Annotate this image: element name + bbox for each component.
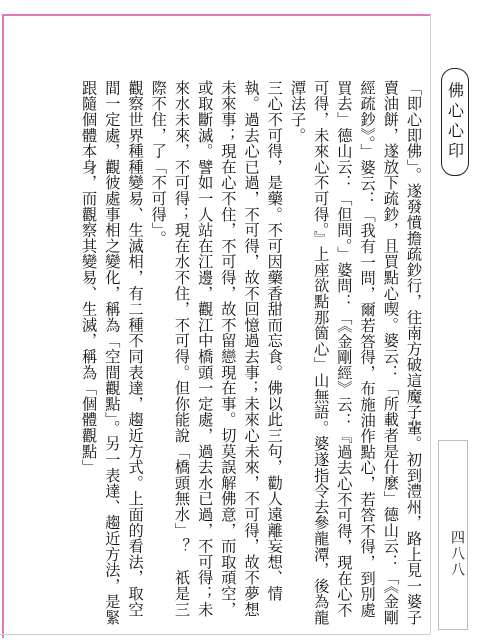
top-margin-rule <box>2 14 430 16</box>
paragraph-2: 三心不可得，是藥。不可因藥香甜而忘食。佛以此三句，勸人遠離妄想、情執。過去心已過，不可得，故不回憶過去事；未來心未來，不可得，故不夢想未來事；現在心不住，不可得，故不留戀現在事。切莫誤解佛意，而取頑空，或取斷滅。譬如一人站在江邊，觀江中橋頭一定處，過去水已過，不可得；未來水未來，不可得；現在水不住，不可得。但你能說「橋頭無水」？ 祇是三際不住，了「不可得」。 <box>149 80 284 618</box>
paragraph-1: 「即心即佛」。遂發憤擔疏鈔行，往南方破這魔子輩。初到澧州，路上見一婆子賣油餅，遂放下疏鈔，且買點心喫。婆云：「所載者是什麼」德山云：「《金剛經疏鈔》。」婆云：「我有一問，爾若答得，布施油作點心，若答不得，到別處買去」德山云：「但問。」婆問：「《金剛經》云：『過去心不可得，現在心不可得，未來心不可得。』上座欲點那箇心」山無語。婆遂指令去參龍潭，後為龍潭法子。 <box>288 80 423 626</box>
left-margin-rule <box>2 14 4 638</box>
page-number: 四八八 <box>438 440 468 630</box>
paragraph-3: 觀察世界種種變易、生滅相，有二種不同表達，趨近方式。上面的看法，取空間一定處，觀彼處事相之變化，稱為「空間觀點」。另一表達、趨近方法，是緊跟隨個體本身，而觀察其變易、生滅，稱為「個體觀點」 <box>80 80 145 626</box>
text-area-right-rule <box>430 14 431 634</box>
text-area-bottom-rule <box>0 634 430 635</box>
running-head-book-title: 佛心心印 <box>441 68 469 176</box>
vertical-body-text <box>45 80 425 628</box>
